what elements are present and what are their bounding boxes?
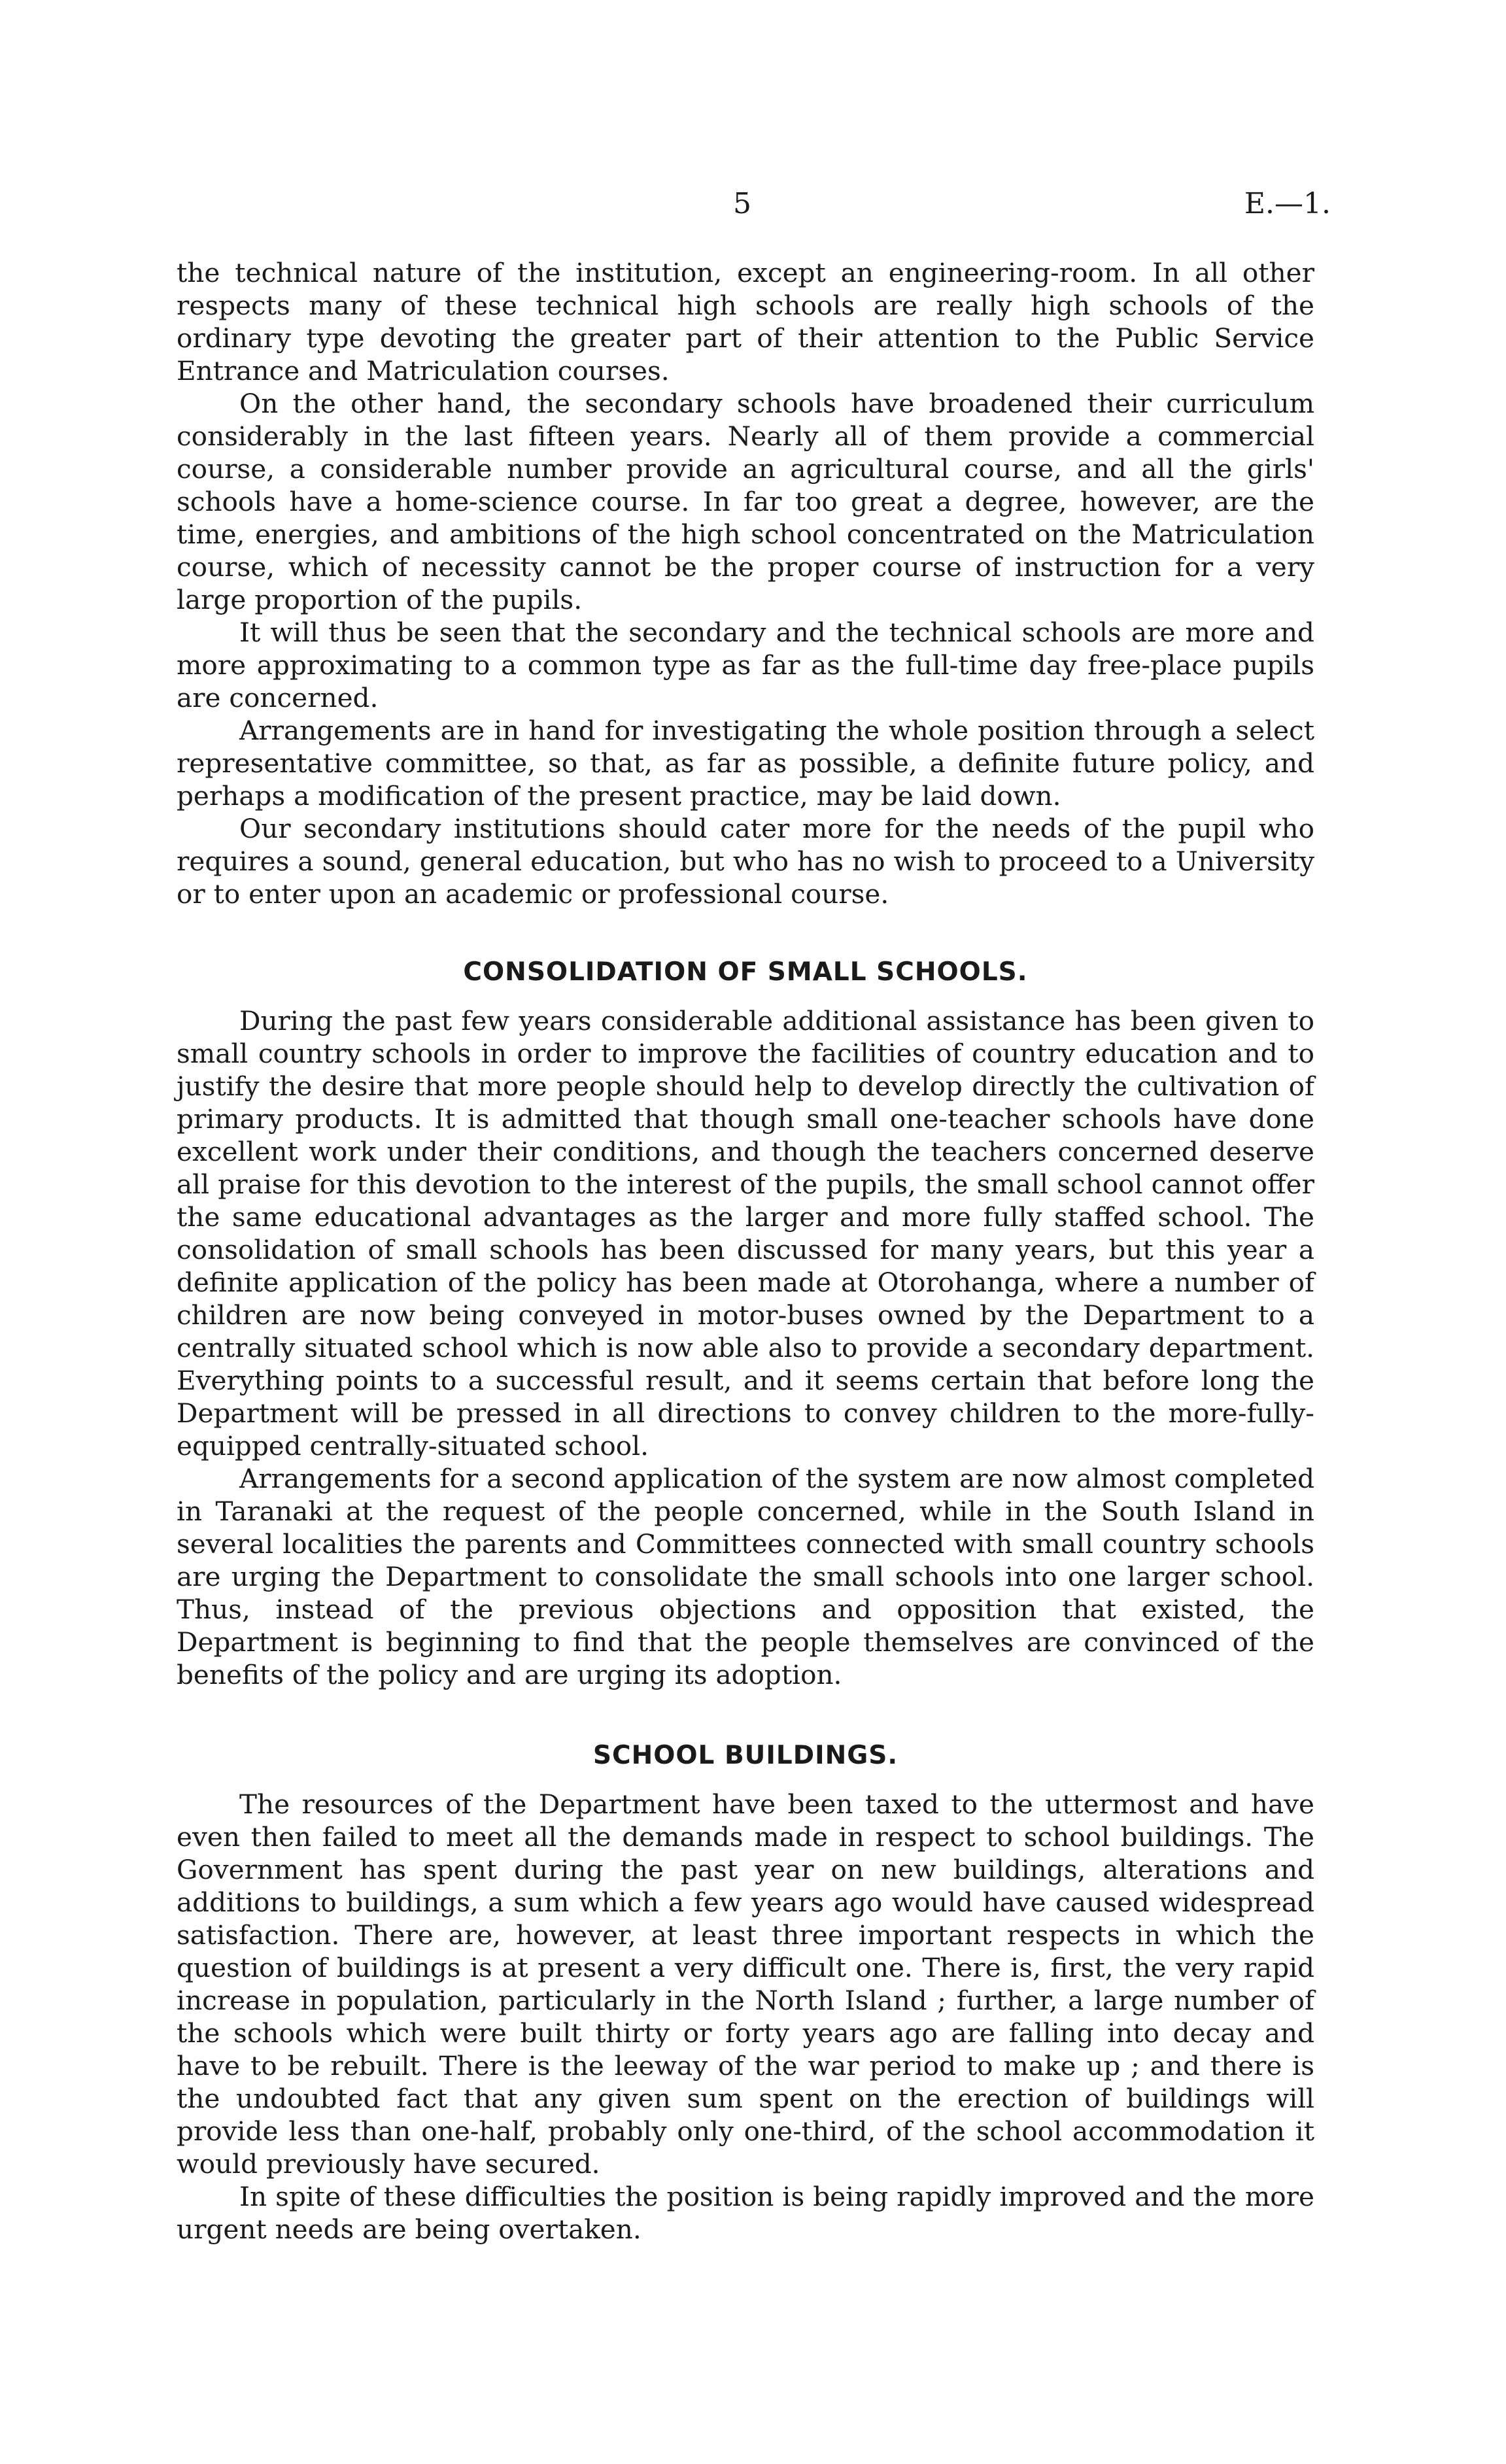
intro-section: [177, 256, 1314, 910]
paragraph: In spite of these difficulties the position is being rapidly improved and the more urgent needs are being overtaken.: [177, 2181, 1314, 2245]
paragraph: It will thus be seen that the secondary and the technical schools are more and more approximating to a common type as far as the full-time day free-place pupils are concerned.: [177, 617, 1314, 713]
paragraph: Arrangements for a second application of the system are now almost completed in Taranaki at the request of the people concerned, while in the South Island in several localities the parents and Committees connected with small country schools are urging the Department to consolidate the small schools into one larger school. Thus, instead of the previous objections and opposition that existed, the Department is beginning to find that the people themselves are convinced of the benefits of the policy and are urging its adoption.: [177, 1463, 1314, 1690]
school-buildings-section: [177, 1739, 1314, 2246]
consolidation-section: [177, 956, 1314, 1691]
paragraph: The resources of the Department have been taxed to the uttermost and have even then failed to meet all the demands made in respect to school buildings. The Government has spent during the past year on new buildings, alterations and additions to buildings, a sum which a few years ago would have caused widespread satisfaction. There are, however, at least three important respects in which the question of buildings is at present a very difficult one. There is, first, the very rapid increase in population, particularly in the North Island ; further, a large number of the schools which were built thirty or forty years ago are falling into decay and have to be rebuilt. There is the leeway of the war period to make up ; and there is the undoubted fact that any given sum spent on the erection of buildings will provide less than one-half, probably only one-third, of the school accommodation it would previously have secured.: [177, 1788, 1314, 2180]
document-reference: E.—1.: [1244, 187, 1331, 220]
paragraph: Our secondary institutions should cater more for the needs of the pupil who requires a sound, general education, but who has no wish to proceed to a University or to enter upon an academic or professional course.: [177, 813, 1314, 910]
paragraph: Arrangements are in hand for investigating the whole position through a select representative committee, so that, as far as possible, a definite future policy, and perhaps a modification of the present practice, may be laid down.: [177, 715, 1314, 812]
section-heading: CONSOLIDATION OF SMALL SCHOOLS.: [463, 957, 1028, 987]
paragraph: On the other hand, the secondary schools have broadened their curriculum considerably in the last fifteen years. Nearly all of them provide a commercial course, a considerable number provide an agricultural course, and all the girls' schools have a home-science course. In far too great a degree, however, are the time, energies, and ambitions of the high school concentrated on the Matriculation course, which of necessity cannot be the proper course of instruction for a very large proportion of the pupils.: [177, 388, 1314, 615]
paragraph: the technical nature of the institution, except an engineering-room. In all other respects many of these technical high schools are really high schools of the ordinary type devoting the greater part of their attention to the Public Service Entrance and Matriculation courses.: [177, 257, 1314, 386]
page-number: 5: [733, 187, 751, 220]
section-heading: SCHOOL BUILDINGS.: [592, 1741, 898, 1770]
paragraph: During the past few years considerable additional assistance has been given to small country schools in order to improve the facilities of country education and to justify the desire that more people should help to develop directly the cultivation of primary products. It is admitted that though small one-teacher schools have done excellent work under their conditions, and though the teachers concerned deserve all praise for this devotion to the interest of the pupils, the small school cannot offer the same educational advantages as the larger and more fully staffed school. The consolidation of small schools has been discussed for many years, but this year a definite application of the policy has been made at Otorohanga, where a number of children are now being conveyed in motor-buses owned by the Department to a centrally situated school which is now able also to provide a secondary department. Everything points to a successful result, and it seems certain that before long the Department will be pressed in all directions to convey children to the more-fully-equipped centrally-situated school.: [177, 1005, 1314, 1462]
page-body: [177, 256, 1314, 2246]
